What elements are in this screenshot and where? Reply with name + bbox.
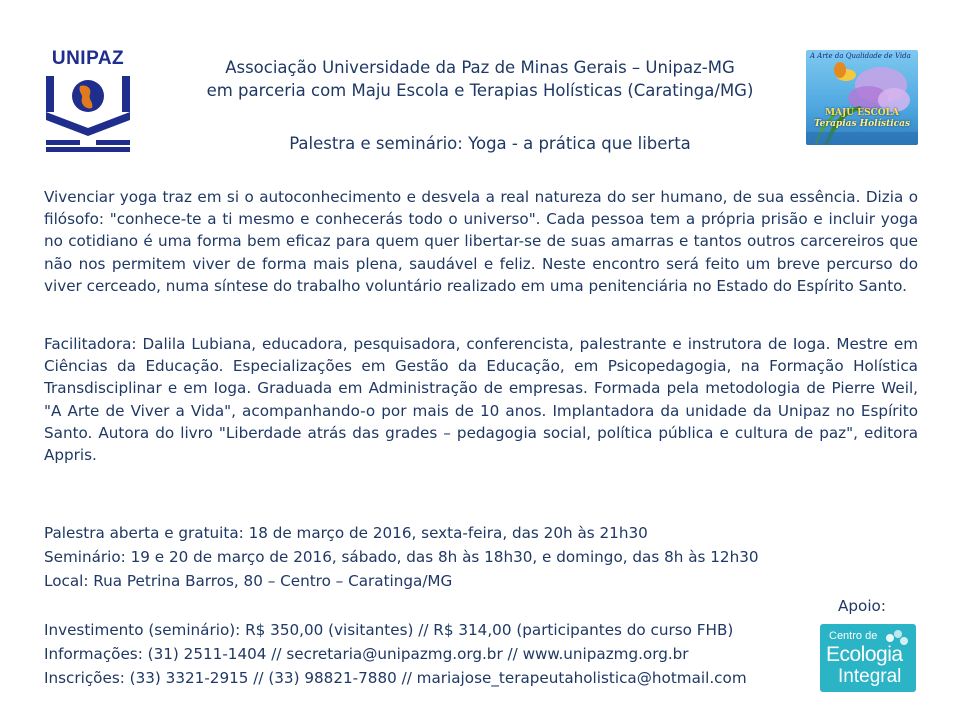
event-title: Palestra e seminário: Yoga - a prática que liberta xyxy=(289,134,691,153)
maju-name: MAJÚ ESCOLA xyxy=(825,108,899,118)
maju-flower-image-icon xyxy=(806,50,918,145)
cei-line-3: Integral xyxy=(838,666,902,687)
unipaz-emblem-icon xyxy=(42,70,134,152)
maju-subname: Terapias Holísticas xyxy=(813,119,911,129)
header xyxy=(150,56,810,102)
seminario-line: Seminário: 19 e 20 de março de 2016, sábado, das 8h às 18h30, e domingo, das 8h às 12h30 xyxy=(44,548,759,566)
maju-escola-logo xyxy=(806,50,918,145)
centro-ecologia-integral-logo xyxy=(820,624,916,692)
maju-slogan: A Arte da Qualidade de Vida xyxy=(810,52,911,60)
inscricoes-line: Inscrições: (33) 3321-2915 // (33) 98821-7880 // mariajose_terapeutaholistica@hotmail.com xyxy=(44,669,747,687)
investimento-line: Investimento (seminário): R$ 350,00 (visitantes) // R$ 314,00 (participantes do curso FHB) xyxy=(44,621,734,639)
informacoes-line: Informações: (31) 2511-1404 // secretaria@unipazmg.org.br // www.unipazmg.org.br xyxy=(44,645,689,663)
unipaz-logo-wordmark: UNIPAZ xyxy=(51,48,125,69)
apoio-label: Apoio: xyxy=(838,597,886,615)
cei-line-1: Centro de xyxy=(829,630,878,642)
facilitator-paragraph: Facilitadora: Dalila Lubiana, educadora, pesquisadora, conferencista, palestrante e instrutora de Ioga. Mestre em Ciências da Educação. Especializações em Gestão da Educação, em Psicopedagogia, na Formação Holística Transdisciplinar e em Ioga. Graduada em Administração de empresas. Formada pela metodologia de Pierre Weil, "A Arte de Viver a Vida", acompanhando-o por mais de 10 anos. Implantadora da unidade da Unipaz no Espírito Santo. Autora do livro "Liberdade atrás das grades – pedagogia social, política pública e cultura de paz", editora Appris. xyxy=(44,335,918,465)
local-line: Local: Rua Petrina Barros, 80 – Centro – Caratinga/MG xyxy=(44,572,453,590)
header-line-2: em parceria com Maju Escola e Terapias Holísticas (Caratinga/MG) xyxy=(206,81,754,100)
unipaz-logo xyxy=(42,48,134,152)
palestra-line: Palestra aberta e gratuita: 18 de março de 2016, sexta-feira, das 20h às 21h30 xyxy=(44,524,648,542)
intro-paragraph: Vivenciar yoga traz em si o autoconhecimento e desvela a real natureza do ser humano, de sua essência. Dizia o filósofo: "conhece-te a ti mesmo e conhecerás todo o universo". Cada pessoa tem a própria prisão e incluir yoga no cotidiano é uma forma bem eficaz para quem quer libertar-se de suas amarras e tantos outros carcereiros que não nos permitem viver de forma mais plena, saudável e feliz. Neste encontro será feito um breve percurso do viver cerceado, numa síntese do trabalho voluntário realizado em uma penitenciária no Estado do Espírito Santo. xyxy=(44,188,918,295)
header-line-1: Associação Universidade da Paz de Minas Gerais – Unipaz-MG xyxy=(225,58,735,77)
cei-line-2: Ecologia xyxy=(826,643,903,666)
